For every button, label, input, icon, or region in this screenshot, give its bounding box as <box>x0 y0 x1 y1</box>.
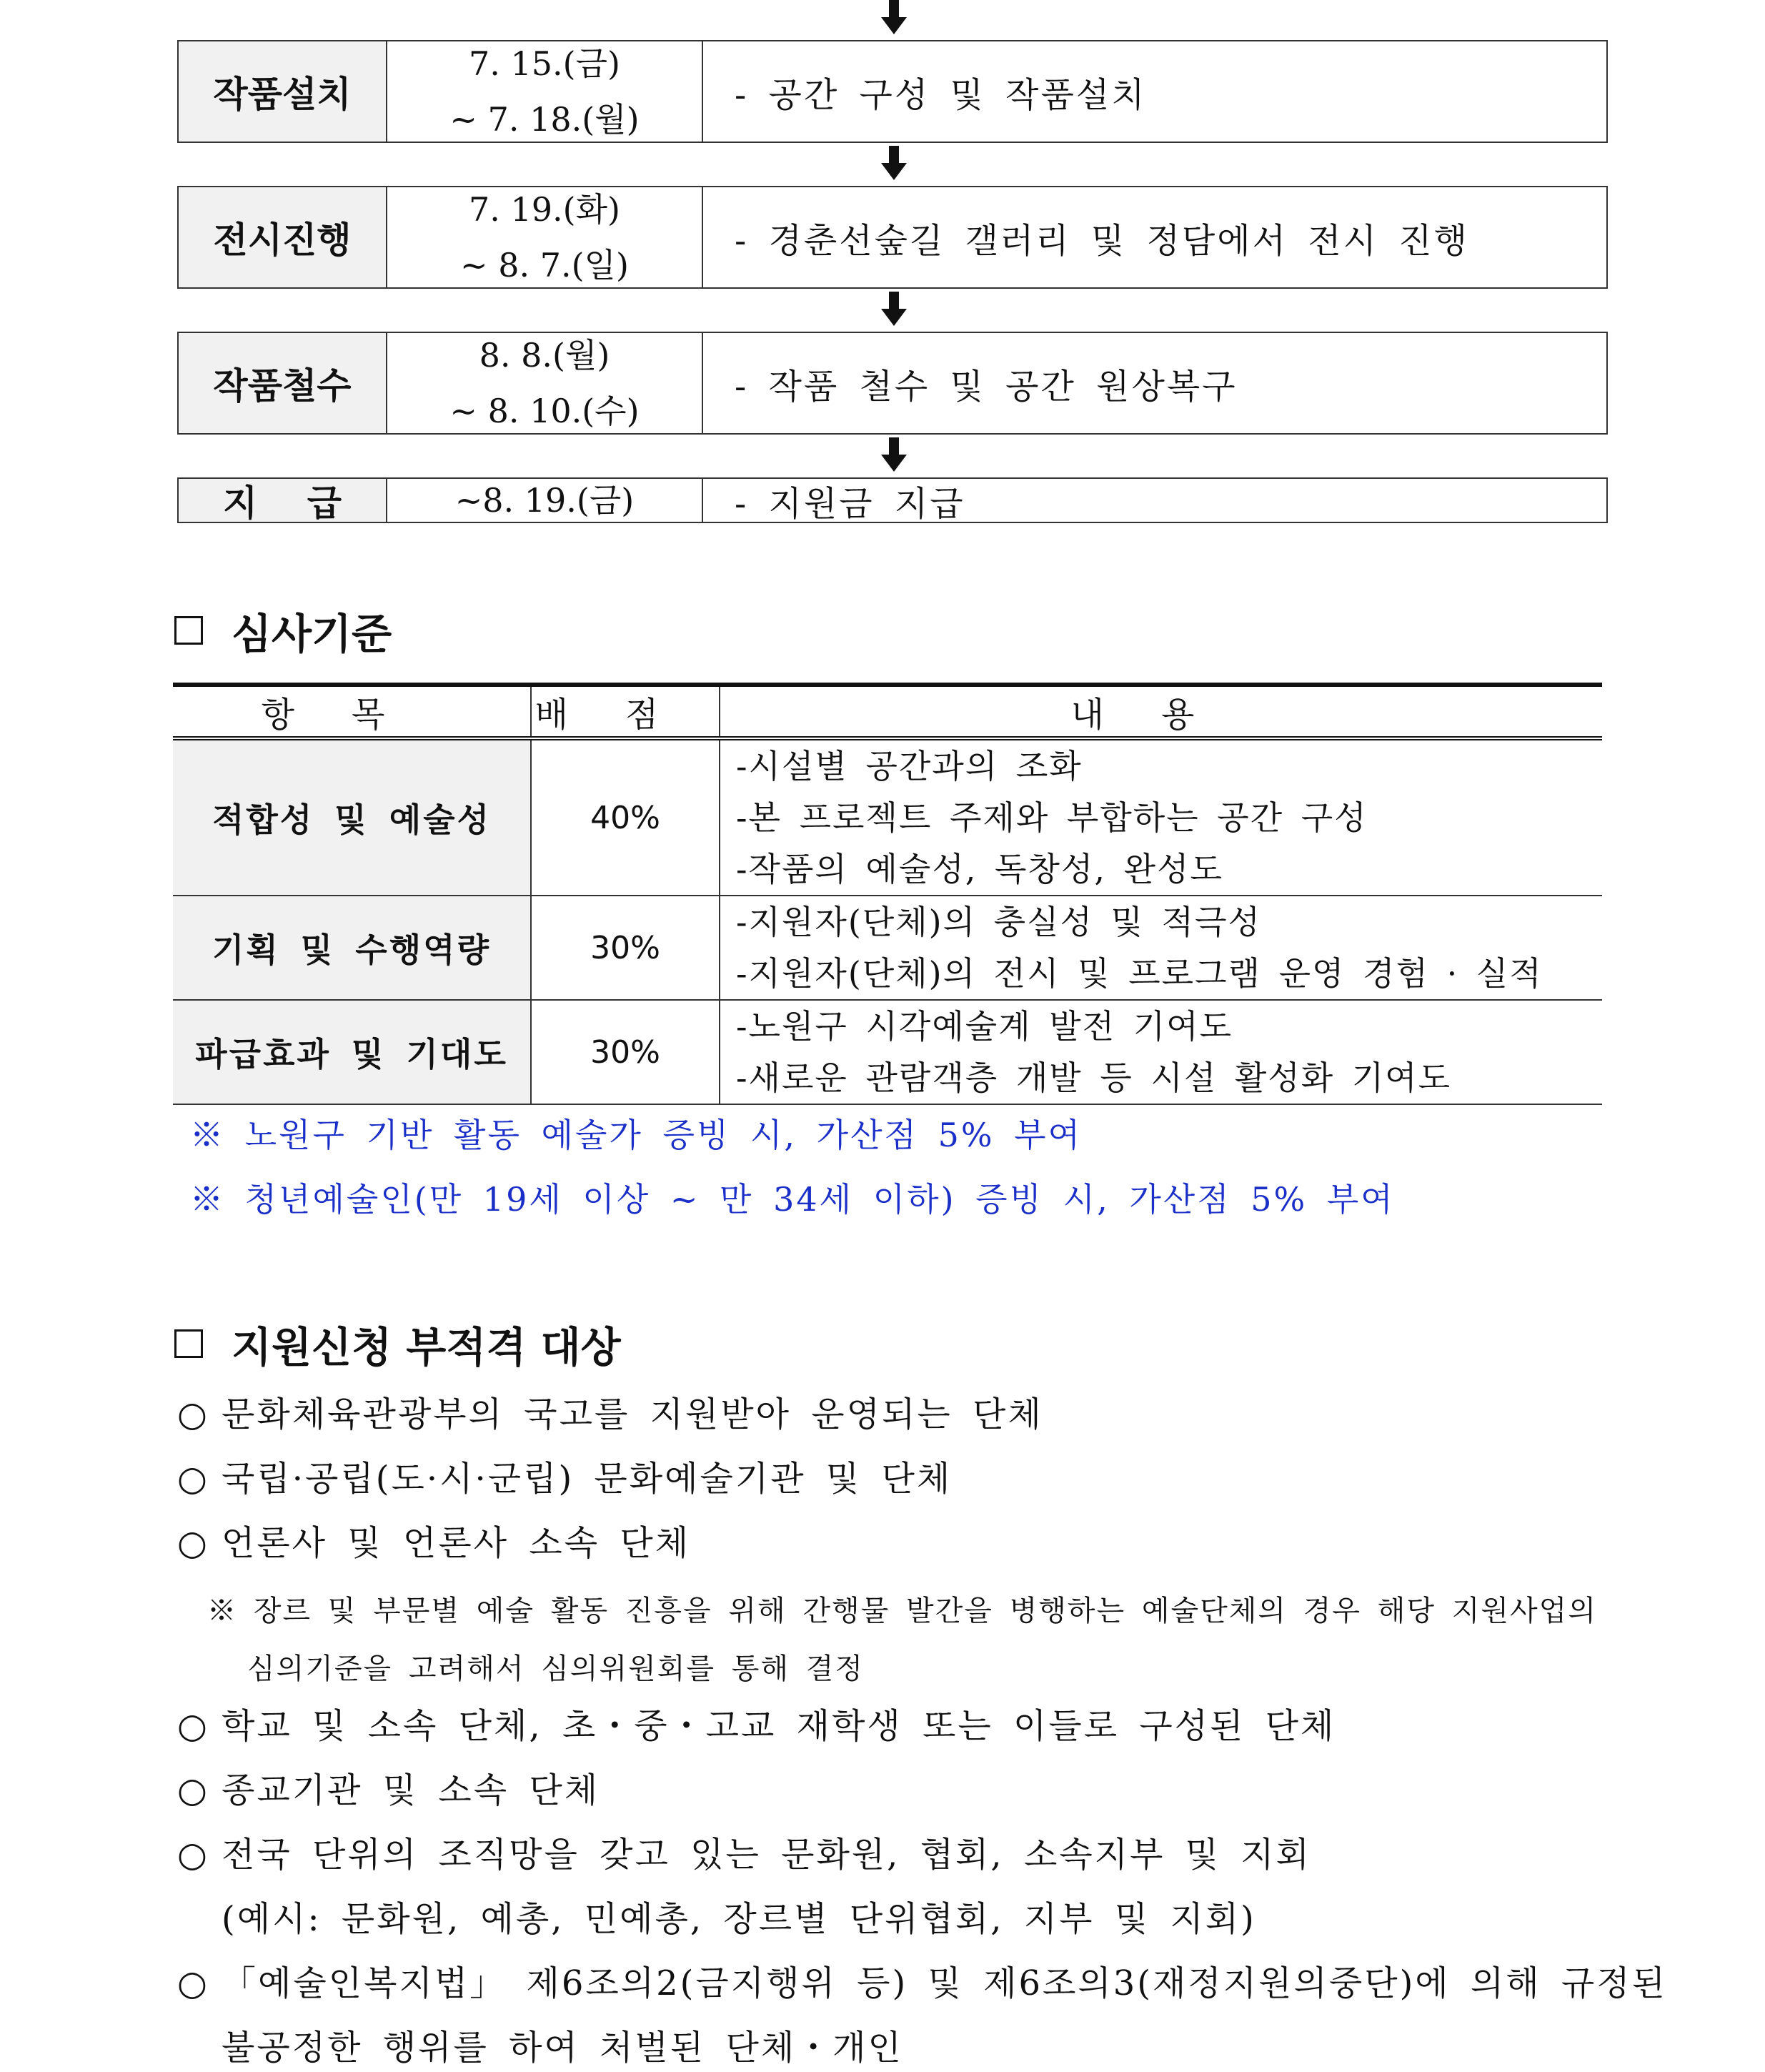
criteria-desc: -시설별 공간과의 조화 -본 프로젝트 주제와 부합하는 공간 구성 -작품의 예술성, 독창성, 완성도 <box>720 738 1602 896</box>
list-item: ○ 「예술인복지법」 제6조의2(금지행위 등) 및 제6조의3(재정지원의중단)에 의해 규정된 <box>177 1963 1668 2003</box>
bonus-note: ※ 청년예술인(만 19세 이상 ~ 만 34세 이하) 증빙 시, 가산점 5% 부여 <box>190 1180 1395 1219</box>
schedule-row <box>177 186 1608 289</box>
checkbox-square-icon <box>174 1329 203 1358</box>
section-heading: 지원신청 부적격 대상 <box>174 1314 621 1374</box>
schedule-desc: - 경춘선숲길 갤러리 및 정담에서 전시 진행 <box>735 220 1470 261</box>
column-header: 배점 <box>531 685 720 738</box>
flow-arrow-icon <box>881 437 907 473</box>
schedule-date: 8. 8.(월) ~ 8. 10.(수) <box>387 333 703 433</box>
schedule-stage: 작품설치 <box>179 41 387 142</box>
schedule-desc: - 작품 철수 및 공간 원상복구 <box>735 366 1238 407</box>
list-item: ○ 전국 단위의 조직망을 갖고 있는 문화원, 협회, 소속지부 및 지회 <box>177 1835 1312 1875</box>
table-row <box>173 738 1602 896</box>
criteria-item: 적합성 및 예술성 <box>173 738 531 896</box>
schedule-row <box>177 477 1608 523</box>
circle-bullet-icon: ○ <box>177 1835 209 1875</box>
circle-bullet-icon: ○ <box>177 1523 209 1563</box>
circle-bullet-icon: ○ <box>177 1394 209 1434</box>
checkbox-square-icon <box>174 616 203 645</box>
criteria-desc: -지원자(단체)의 충실성 및 적극성 -지원자(단체)의 전시 및 프로그램 운영 경험 · 실적 <box>720 896 1602 1000</box>
column-header: 내용 <box>720 685 1602 738</box>
list-item: ○ 문화체육관광부의 국고를 지원받아 운영되는 단체 <box>177 1394 1043 1434</box>
criteria-score: 40% <box>531 738 720 896</box>
list-item-cont: (예시: 문화원, 예총, 민예총, 장르별 단위협회, 지부 및 지회) <box>222 1899 1256 1939</box>
circle-bullet-icon: ○ <box>177 1459 209 1499</box>
list-item: ○ 국립·공립(도·시·군립) 문화예술기관 및 단체 <box>177 1459 953 1499</box>
flow-arrow-icon <box>881 146 907 182</box>
flow-arrow-icon <box>881 292 907 327</box>
schedule-stage: 지 급 <box>179 479 387 522</box>
column-header: 항목 <box>173 685 531 738</box>
circle-bullet-icon: ○ <box>177 1706 209 1746</box>
schedule-date: ~8. 19.(금) <box>387 479 703 522</box>
criteria-table <box>173 683 1602 1105</box>
sub-note-cont: 심의기준을 고려해서 심의위원회를 통해 결정 <box>247 1652 865 1685</box>
circle-bullet-icon: ○ <box>177 1963 209 2003</box>
list-item-cont: 불공정한 행위를 하여 처벌된 단체・개인 <box>222 2028 903 2068</box>
schedule-desc: - 지원금 지급 <box>735 483 965 524</box>
section-heading: 심사기준 <box>174 600 392 660</box>
list-item: ○ 종교기관 및 소속 단체 <box>177 1770 600 1810</box>
table-row <box>173 896 1602 1000</box>
sub-note: ※ 장르 및 부문별 예술 활동 진흥을 위해 간행물 발간을 병행하는 예술단체의 경우 해당 지원사업의 <box>207 1595 1597 1627</box>
criteria-item: 파급효과 및 기대도 <box>173 1000 531 1104</box>
list-item: ○ 언론사 및 언론사 소속 단체 <box>177 1523 691 1563</box>
circle-bullet-icon: ○ <box>177 1770 209 1810</box>
bonus-note: ※ 노원구 기반 활동 예술가 증빙 시, 가산점 5% 부여 <box>190 1116 1083 1154</box>
schedule-row <box>177 40 1608 143</box>
schedule-date: 7. 15.(금) ~ 7. 18.(월) <box>387 41 703 142</box>
schedule-date: 7. 19.(화) ~ 8. 7.(일) <box>387 187 703 287</box>
criteria-item: 기획 및 수행역량 <box>173 896 531 1000</box>
schedule-stage: 작품철수 <box>179 333 387 433</box>
criteria-score: 30% <box>531 896 720 1000</box>
schedule-desc: - 공간 구성 및 작품설치 <box>735 74 1147 115</box>
list-item: ○ 학교 및 소속 단체, 초・중・고교 재학생 또는 이들로 구성된 단체 <box>177 1706 1336 1746</box>
criteria-desc: -노원구 시각예술계 발전 기여도 -새로운 관람객층 개발 등 시설 활성화 기여도 <box>720 1000 1602 1104</box>
flow-arrow-icon <box>881 0 907 36</box>
criteria-score: 30% <box>531 1000 720 1104</box>
table-row <box>173 1000 1602 1104</box>
schedule-stage: 전시진행 <box>179 187 387 287</box>
schedule-row <box>177 332 1608 435</box>
